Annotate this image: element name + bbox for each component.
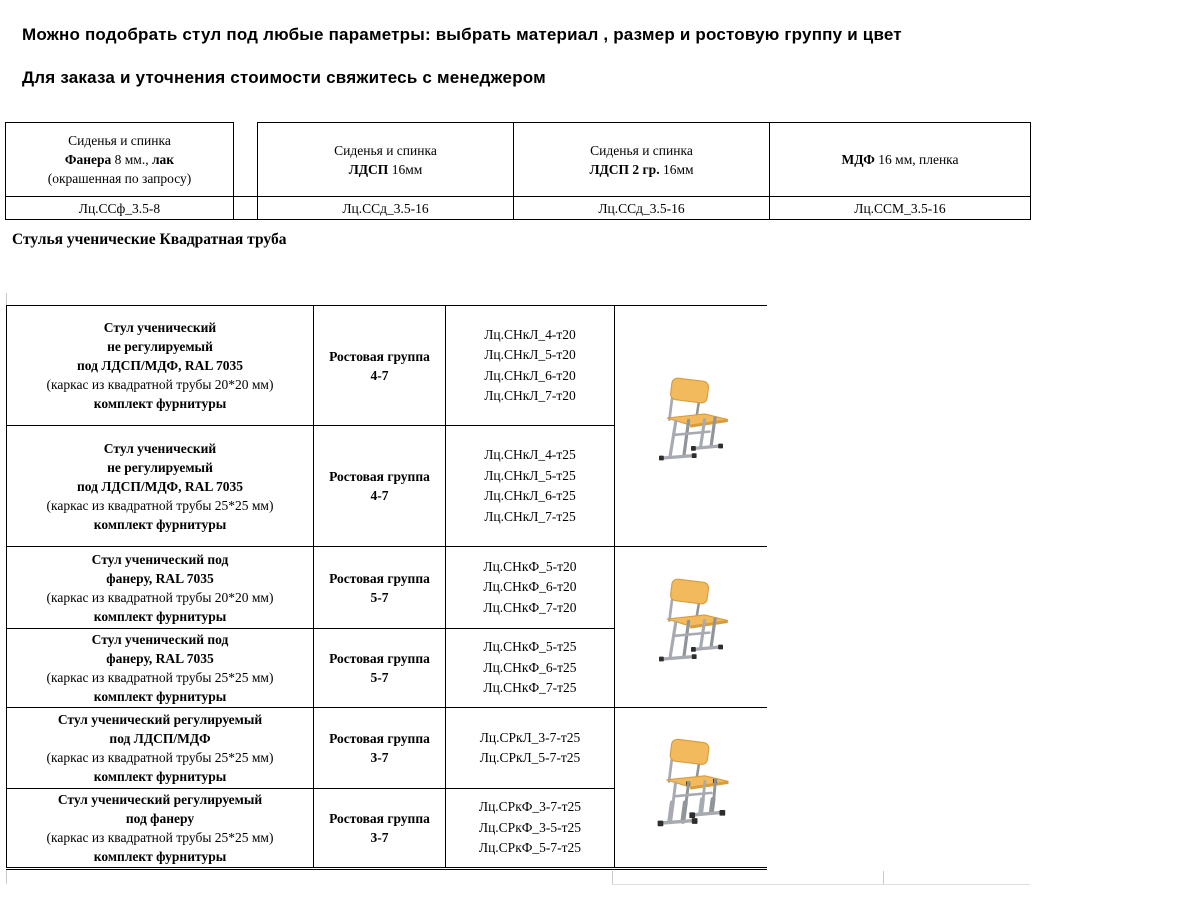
chair-name-cell: Стул ученический не регулируемый под ЛДСП/МДФ, RAL 7035 (каркас из квадратной трубы 20*20 мм) комплект фурнитуры xyxy=(7,306,314,426)
table-row xyxy=(7,708,767,789)
growth-group-cell: Ростовая группа 4-7 xyxy=(314,426,446,547)
section-title: Стулья ученические Квадратная труба xyxy=(12,231,287,248)
material-code-cell: Лц.ССМ_3.5-16 xyxy=(770,197,1031,220)
product-codes-cell: Лц.СРкФ_3-7-т25 Лц.СРкФ_3-5-т25 Лц.СРкФ_5-7-т25 xyxy=(446,789,615,869)
product-codes-cell: Лц.СНкФ_5-т20 Лц.СНкФ_6-т20 Лц.СНкФ_7-т20 xyxy=(446,547,615,629)
growth-group-cell: Ростовая группа 5-7 xyxy=(314,629,446,708)
table-row xyxy=(7,547,767,629)
material-header-cell: Сиденья и спинка ЛДСП 16мм xyxy=(258,123,514,197)
growth-group-cell: Ростовая группа 3-7 xyxy=(314,789,446,869)
growth-group-cell: Ростовая группа 4-7 xyxy=(314,306,446,426)
gridline-stub-2 xyxy=(883,871,884,884)
product-codes-cell: Лц.СНкЛ_4-т20 Лц.СНкЛ_5-т20 Лц.СНкЛ_6-т20 Лц.СНкЛ_7-т20 xyxy=(446,306,615,426)
product-codes-cell: Лц.СРкЛ_3-7-т25 Лц.СРкЛ_5-7-т25 xyxy=(446,708,615,789)
chair-photo-adjustable xyxy=(646,731,736,845)
chair-photo-fixed xyxy=(647,571,735,683)
gridline-bottom xyxy=(612,884,1030,885)
product-codes-cell: Лц.СНкФ_5-т25 Лц.СНкФ_6-т25 Лц.СНкФ_7-т25 xyxy=(446,629,615,708)
chair-photo-cell xyxy=(615,708,767,869)
materials-table xyxy=(5,122,1031,220)
material-code-cell: Лц.ССд_3.5-16 xyxy=(514,197,770,220)
spacer-cell xyxy=(234,123,258,197)
chair-name-cell: Стул ученический не регулируемый под ЛДСП/МДФ, RAL 7035 (каркас из квадратной трубы 25*25 мм) комплект фурнитуры xyxy=(7,426,314,547)
material-code-cell: Лц.ССф_3.5-8 xyxy=(6,197,234,220)
material-header-cell: Сиденья и спинка Фанера 8 мм., лак (окрашенная по запросу) xyxy=(6,123,234,197)
growth-group-cell: Ростовая группа 3-7 xyxy=(314,708,446,789)
product-codes-cell: Лц.СНкЛ_4-т25 Лц.СНкЛ_5-т25 Лц.СНкЛ_6-т25 Лц.СНкЛ_7-т25 xyxy=(446,426,615,547)
chairs-table xyxy=(6,305,767,870)
chair-photo-fixed xyxy=(647,370,735,482)
intro-line-2: Для заказа и уточнения стоимости свяжитесь с менеджером xyxy=(22,68,546,87)
gridline-stub-1 xyxy=(612,871,613,884)
intro-line-1: Можно подобрать стул под любые параметры: выбрать материал , размер и ростовую группу и цвет xyxy=(22,25,902,44)
chair-name-cell: Стул ученический под фанеру, RAL 7035 (каркас из квадратной трубы 20*20 мм) комплект фурнитуры xyxy=(7,547,314,629)
table-row xyxy=(7,306,767,426)
growth-group-cell: Ростовая группа 5-7 xyxy=(314,547,446,629)
chair-photo-cell xyxy=(615,306,767,547)
spacer-cell xyxy=(234,197,258,220)
chair-photo-cell xyxy=(615,547,767,708)
material-code-cell: Лц.ССд_3.5-16 xyxy=(258,197,514,220)
material-header-cell: МДФ 16 мм, пленка xyxy=(770,123,1031,197)
chair-name-cell: Стул ученический под фанеру, RAL 7035 (каркас из квадратной трубы 25*25 мм) комплект фурнитуры xyxy=(7,629,314,708)
material-header-cell: Сиденья и спинка ЛДСП 2 гр. 16мм xyxy=(514,123,770,197)
chair-name-cell: Стул ученический регулируемый под ЛДСП/МДФ (каркас из квадратной трубы 25*25 мм) комплект фурнитуры xyxy=(7,708,314,789)
chair-name-cell: Стул ученический регулируемый под фанеру (каркас из квадратной трубы 25*25 мм) комплект фурнитуры xyxy=(7,789,314,869)
